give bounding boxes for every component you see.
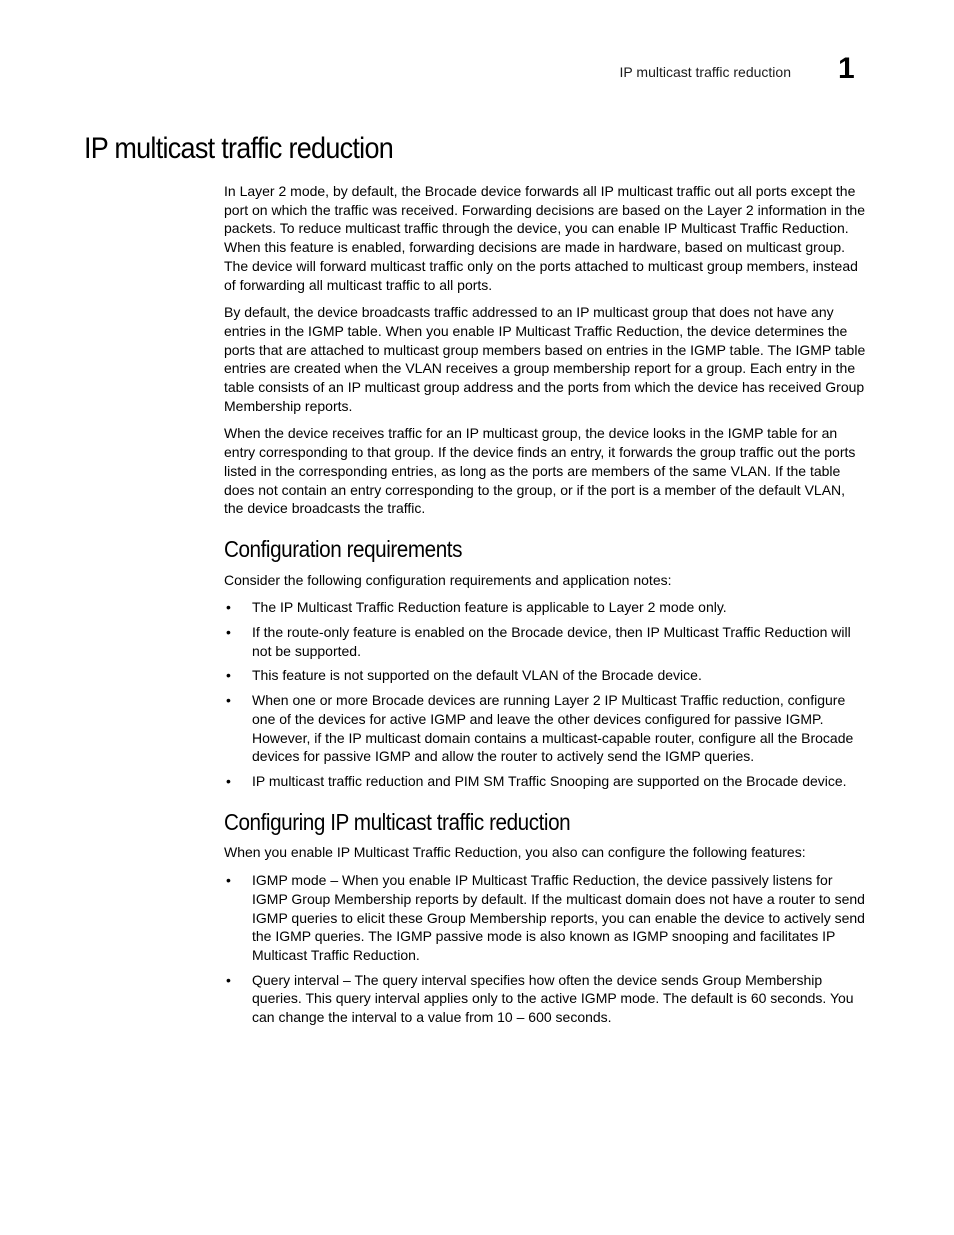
- chapter-number: 1: [838, 52, 855, 85]
- section-heading-configuring: Configuring IP multicast traffic reduction: [224, 808, 571, 835]
- list-item: [224, 971, 868, 1027]
- list-item-text: This feature is not supported on the default VLAN of the Brocade device.: [252, 667, 702, 684]
- list-item: [224, 691, 868, 766]
- list-item: [224, 666, 868, 685]
- configuring-intro: When you enable IP Multicast Traffic Reduction, you also can configure the following features:: [224, 844, 806, 861]
- list-item: [224, 598, 868, 617]
- list-item-text: feature is enabled on the Brocade device, then IP Multicast Traffic Reduction will not be supported.: [252, 624, 851, 659]
- intro-paragraph-3: When the device receives traffic for an IP multicast group, the device looks in the IGMP table for an entry corresponding to that group. If the device finds an entry, it forwards the group traffic out the ports listed in the corresponding entries, as long as the ports are members of the same VLAN. If the table does not contain an entry corresponding to the group, or if the port is a member of the default VLAN, the device broadcasts the traffic.: [224, 425, 856, 517]
- list-item-text: – When you enable IP Multicast Traffic Reduction, the device passively listens for IGMP Group Membership reports by default. If the multicast domain does not have a router to send IGMP queries to elicit these Group Membership reports, you can enable the device to actively send the IGMP queries. The IGMP passive mode is also known as IGMP snooping and facilitates IP Multicast Traffic Reduction.: [252, 872, 865, 963]
- page-title: IP multicast traffic reduction: [84, 132, 394, 165]
- intro-paragraph-2: By default, the device broadcasts traffic addressed to an IP multicast group that does not have any entries in the IGMP table. When you enable IP Multicast Traffic Reduction, the device determines the ports that are attached to multicast group members based on entries in the IGMP table. The IGMP table entries are created when the VLAN receives a group membership report for a group. Each entry in the table consists of an IP multicast group address and the ports from which the device has received Group Membership reports.: [224, 304, 866, 414]
- list-item: [224, 623, 868, 660]
- configuring-features-list: [224, 871, 868, 1027]
- term-igmp-mode: IGMP mode: [252, 872, 327, 889]
- main-content: [224, 182, 868, 1033]
- term-query-interval: Query interval: [252, 971, 340, 988]
- running-header: IP multicast traffic reduction: [619, 64, 791, 80]
- term-route-only: route-only: [287, 624, 350, 641]
- list-item-prefix: If the: [252, 624, 288, 641]
- list-item: [224, 871, 868, 965]
- list-item-text: When one or more Brocade devices are running Layer 2 IP Multicast Traffic reduction, configure one of the devices for active IGMP and leave the other devices configured for passive IGMP. However, if the IP multicast domain contains a multicast-capable router, configure all the Brocade devices for passive IGMP and allow the router to actively send the IGMP queries.: [252, 692, 854, 765]
- list-item-text: – The query interval specifies how often the device sends Group Membership queries. This query interval applies only to the active IGMP mode. The default is 60 seconds. You can change the interval to a value from 10 – 600 seconds.: [252, 971, 854, 1026]
- section-heading-config-requirements: Configuration requirements: [224, 535, 462, 562]
- list-item-text: The IP Multicast Traffic Reduction feature is applicable to Layer 2 mode only.: [252, 599, 727, 616]
- list-item-text: IP multicast traffic reduction and PIM SM Traffic Snooping are supported on the Brocade device.: [252, 772, 847, 789]
- intro-paragraph-1: In Layer 2 mode, by default, the Brocade device forwards all IP multicast traffic out all ports except the port on which the traffic was received. Forwarding decisions are based on the Layer 2 information in the packets. To reduce multicast traffic through the device, you can enable IP Multicast Traffic Reduction. When this feature is enabled, forwarding decisions are made in hardware, based on multicast group. The device will forward multicast traffic only on the ports attached to multicast group members, instead of forwarding all multicast traffic to all ports.: [224, 183, 865, 293]
- list-item: [224, 772, 868, 791]
- config-requirements-list: [224, 598, 868, 790]
- config-requirements-intro: Consider the following configuration requirements and application notes:: [224, 571, 672, 588]
